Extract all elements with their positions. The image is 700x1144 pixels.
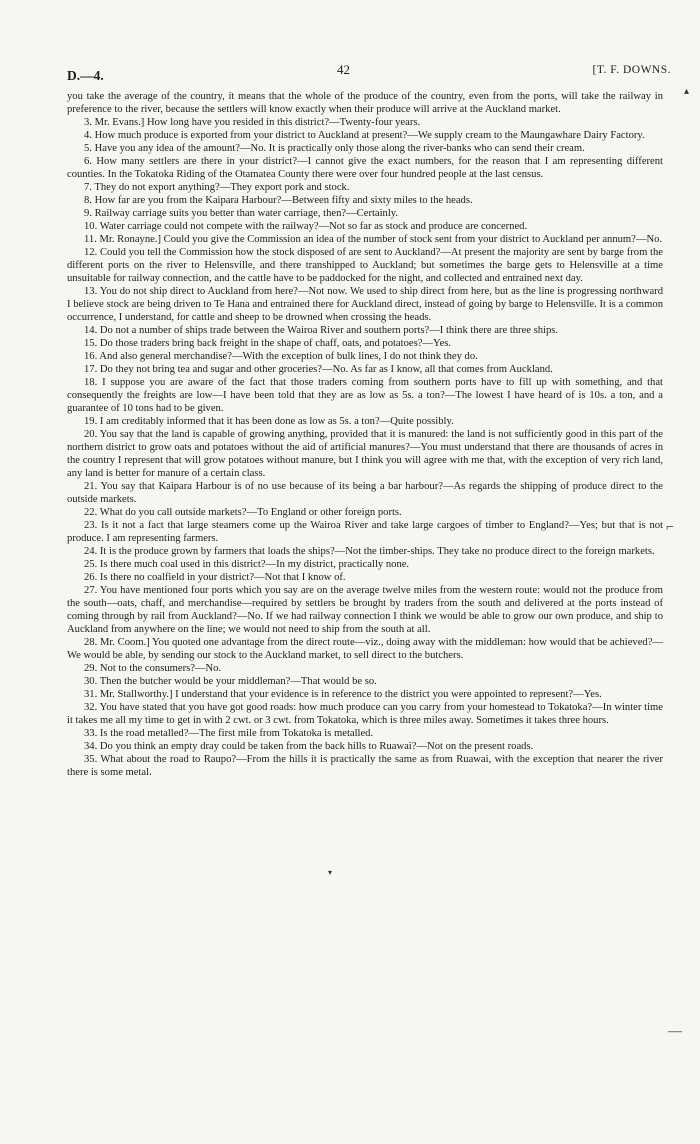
page-number: 42 [337, 62, 350, 77]
paragraph: 13. You do not ship direct to Auckland from here?—Not now. We used to ship direct from here, but as the line is progressing northward I believe stock are being driven to Te Hana and entrained there for Auckland direct, instead of going by barge to Helensville. It is a common occurrence, I understand, for cattle and sheep to be drowned when crossing the heads. [67, 286, 663, 323]
paragraph: 27. You have mentioned four ports which you say are on the average twelve miles from the western route: would not the produce from the south—oats, chaff, and merchandise—required by settlers be brought by traders from the south and delivered at the ports instead of coming through by rail from Auckland?—No. If we had railway connection I think we would be able to grow our own produce, and ship to Auckland from anywhere on the line; we would not need to ship from the south at all. [67, 585, 663, 635]
margin-mark: — [668, 1024, 682, 1039]
paragraph: 31. Mr. Stallworthy.] I understand that your evidence is in reference to the district you were appointed to represent?—Yes. [84, 689, 602, 700]
document-body [67, 90, 663, 779]
paragraph: 7. They do not export anything?—They export pork and stock. [84, 182, 350, 193]
paragraph: 30. Then the butcher would be your middleman?—That would be so. [84, 676, 377, 687]
paragraph: 17. Do they not bring tea and sugar and other groceries?—No. As far as I know, all that comes from Auckland. [84, 364, 553, 375]
paragraph: 6. How many settlers are there in your district?—I cannot give the exact numbers, for the reason that I am representing different counties. In the Tokatoka Riding of the Otamatea County there were over four hundred people at the last census. [67, 156, 663, 180]
paragraph: 26. Is there no coalfield in your district?—Not that I know of. [84, 572, 346, 583]
paragraph: 12. Could you tell the Commission how the stock disposed of are sent to Auckland?—At present the majority are sent by barge from the different ports on the river to Helensville, and there transhipped to Auckland; but sometimes the barge gets to Helensville at a time unsuitable for railway connection, and the cattle have to be paddocked for the night, and collected and entrained next day. [67, 247, 663, 284]
margin-mark: ▴ [684, 86, 690, 97]
paragraph: 21. You say that Kaipara Harbour is of no use because of its being a bar harbour?—As regards the shipping of produce direct to the outside markets. [67, 481, 663, 505]
paragraph: 14. Do not a number of ships trade between the Wairoa River and southern ports?—I think there are three ships. [84, 325, 559, 336]
paragraph: 4. How much produce is exported from your district to Auckland at present?—We supply cream to the Maungawhare Dairy Factory. [84, 130, 645, 141]
ink-speck: ▾ [328, 868, 333, 877]
paragraph: 15. Do those traders bring back freight in the shape of chaff, oats, and potatoes?—Yes. [84, 338, 452, 349]
paragraph: 34. Do you think an empty dray could be taken from the back hills to Ruawai?—Not on the present roads. [84, 741, 534, 752]
paragraph: you take the average of the country, it means that the whole of the produce of the country, even from the ports, will take the railway in preference to the river, because the settlers will know exactly when their produce will arrive at the Auckland market. [67, 91, 663, 115]
margin-mark: ⌐ [666, 520, 674, 535]
paragraph: 29. Not to the consumers?—No. [84, 663, 222, 674]
paragraph: 19. I am creditably informed that it has been done as low as 5s. a ton?—Quite possibly. [84, 416, 454, 427]
paragraph: 3. Mr. Evans.] How long have you resided in this district?—Twenty-four years. [84, 117, 421, 128]
paragraph: 25. Is there much coal used in this district?—In my district, practically none. [84, 559, 410, 570]
paragraph: 24. It is the produce grown by farmers that loads the ships?—Not the timber-ships. They take no produce direct to the foreign markets. [84, 546, 655, 557]
paragraph: 20. You say that the land is capable of growing anything, provided that it is manured: the land is not sufficiently good in this part of the northern district to grow oats and potatoes without the aid of artificial manures?—You must understand that there are thousands of acres in the country I represent that will grow potatoes without manure, but I think you will agree with me that, with the exception of very rich land, any land is better for manure of a certain class. [67, 429, 663, 479]
paragraph: 10. Water carriage could not compete with the railway?—Not so far as stock and produce are concerned. [84, 221, 528, 232]
paragraph: 9. Railway carriage suits you better than water carriage, then?—Certainly. [84, 208, 399, 219]
document-reference: D.—4. [67, 68, 104, 83]
page-header [67, 60, 671, 90]
paragraph: 8. How far are you from the Kaipara Harbour?—Between fifty and sixty miles to the heads. [84, 195, 473, 206]
paragraph: 35. What about the road to Raupo?—From the hills it is practically the same as from Ruawai, with the exception that nearer the river there is some metal. [67, 754, 663, 778]
paragraph: 33. Is the road metalled?—The first mile from Tokatoka is metalled. [84, 728, 374, 739]
paragraph: 32. You have stated that you have got good roads: how much produce can you carry from your homestead to Tokatoka?—In winter time it takes me all my time to get in with 2 cwt. or 3 cwt. from Tokatoka, which is three miles away. Sometimes it takes three hours. [67, 702, 663, 726]
paragraph: 11. Mr. Ronayne.] Could you give the Commission an idea of the number of stock sent from your district to Auckland per annum?—No. [84, 234, 663, 245]
witness-name: [T. F. DOWNS. [592, 64, 671, 76]
paragraph: 23. Is it not a fact that large steamers come up the Wairoa River and take large cargoes of timber to England?—Yes; but that is not produce. I am representing farmers. [67, 520, 663, 544]
paragraph: 18. I suppose you are aware of the fact that those traders coming from southern ports have to fill up with something, and that consequently the freights are low—I have been told that they are as low as 5s. a ton?—The lowest I have heard of is 10s. a ton, and a guarantee of 10 tons had to be given. [67, 377, 663, 414]
document-page [67, 60, 671, 779]
paragraph: 22. What do you call outside markets?—To England or other foreign ports. [84, 507, 402, 518]
paragraph: 28. Mr. Coom.] You quoted one advantage from the direct route—viz., doing away with the middleman: how would that be achieved?—We would be able, by sending our stock to the Auckland market, to sell direct to the butchers. [67, 637, 663, 661]
paragraph: 5. Have you any idea of the amount?—No. It is practically only those along the river-banks who can send their cream. [84, 143, 585, 154]
paragraph: 16. And also general merchandise?—With the exception of bulk lines, I do not think they do. [84, 351, 478, 362]
